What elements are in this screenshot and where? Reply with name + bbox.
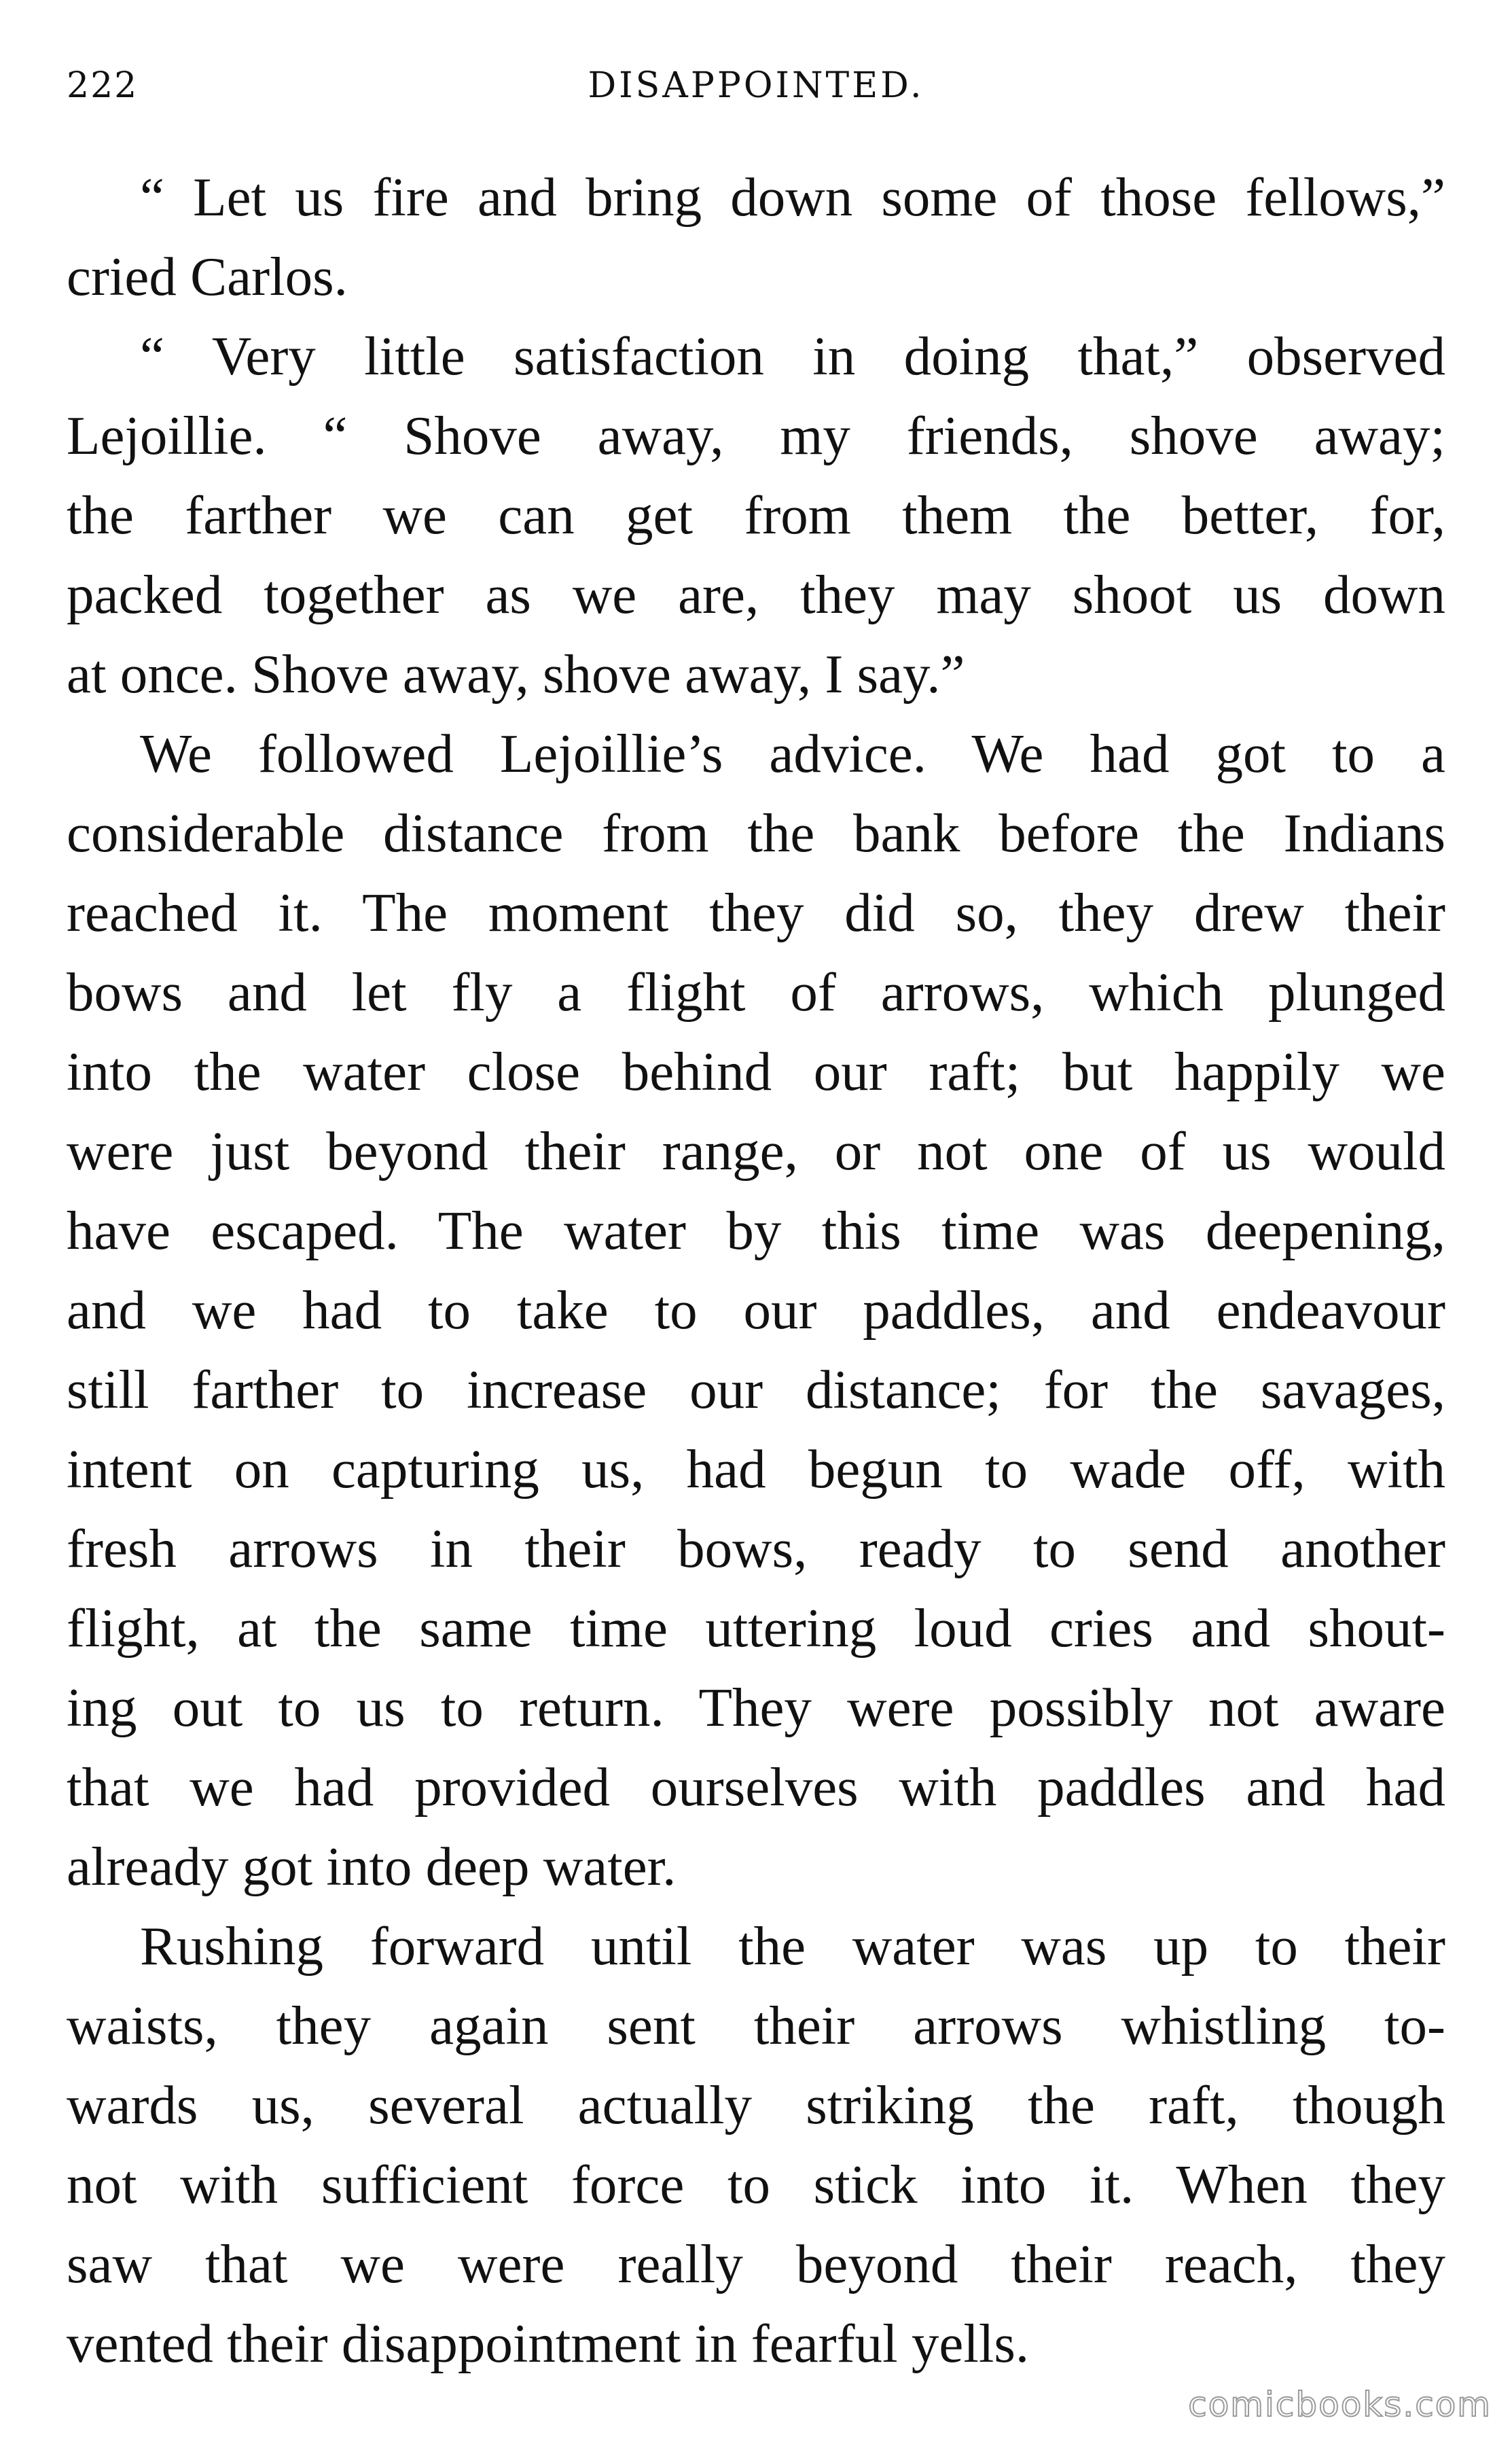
text-line: wards us, several actually striking the raft, though xyxy=(67,2074,1445,2135)
watermark: comicbooks.com xyxy=(1188,2385,1492,2424)
text-line: that we had provided ourselves with paddles and had xyxy=(67,1756,1445,1818)
text-line: flight, at the same time uttering loud cries and shout- xyxy=(67,1597,1445,1659)
text-line: bows and let fly a flight of arrows, which plunged xyxy=(67,961,1445,1023)
text-line: vented their disappointment in fearful yells. xyxy=(67,2313,1030,2374)
text-line: considerable distance from the bank before the Indians xyxy=(67,802,1445,864)
text-line: packed together as we are, they may shoot us down xyxy=(67,564,1445,625)
text-line: the farther we can get from them the better, for, xyxy=(67,484,1445,546)
text-line: intent on capturing us, had begun to wade off, with xyxy=(67,1438,1445,1500)
text-line: Rushing forward until the water was up to their xyxy=(140,1915,1445,1977)
paragraph-2 xyxy=(67,317,1445,714)
text-line: ing out to us to return. They were possibly not aware xyxy=(67,1677,1445,1738)
text-line: We followed Lejoillie’s advice. We had got to a xyxy=(140,723,1445,784)
text-line: “ Let us fire and bring down some of those fellows,” xyxy=(140,166,1445,228)
text-line: reached it. The moment they did so, they drew their xyxy=(67,882,1445,943)
page-number: 222 xyxy=(67,65,139,106)
text-line: Lejoillie. “ Shove away, my friends, shove away; xyxy=(67,405,1445,466)
paragraph-4 xyxy=(67,1907,1445,2383)
text-line: “ Very little satisfaction in doing that,” observed xyxy=(140,325,1445,387)
text-line: waists, they again sent their arrows whistling to- xyxy=(67,1995,1445,2056)
text-line: at once. Shove away, shove away, I say.” xyxy=(67,643,965,705)
page-header xyxy=(67,65,1445,120)
text-line: not with sufficient force to stick into it. When they xyxy=(67,2154,1445,2215)
text-line: and we had to take to our paddles, and endeavour xyxy=(67,1279,1445,1341)
paragraph-1 xyxy=(67,158,1445,317)
body-text xyxy=(67,158,1445,2383)
running-head: DISAPPOINTED. xyxy=(588,65,924,106)
text-line: already got into deep water. xyxy=(67,1836,677,1897)
text-line: cried Carlos. xyxy=(67,246,348,307)
text-line: saw that we were really beyond their reach, they xyxy=(67,2233,1445,2294)
text-line: fresh arrows in their bows, ready to send another xyxy=(67,1518,1445,1579)
text-line: have escaped. The water by this time was deepening, xyxy=(67,1200,1445,1261)
text-line: still farther to increase our distance; for the savages, xyxy=(67,1359,1445,1420)
paragraph-3 xyxy=(67,714,1445,1907)
text-line: were just beyond their range, or not one of us would xyxy=(67,1120,1445,1182)
text-line: into the water close behind our raft; but happily we xyxy=(67,1041,1445,1102)
